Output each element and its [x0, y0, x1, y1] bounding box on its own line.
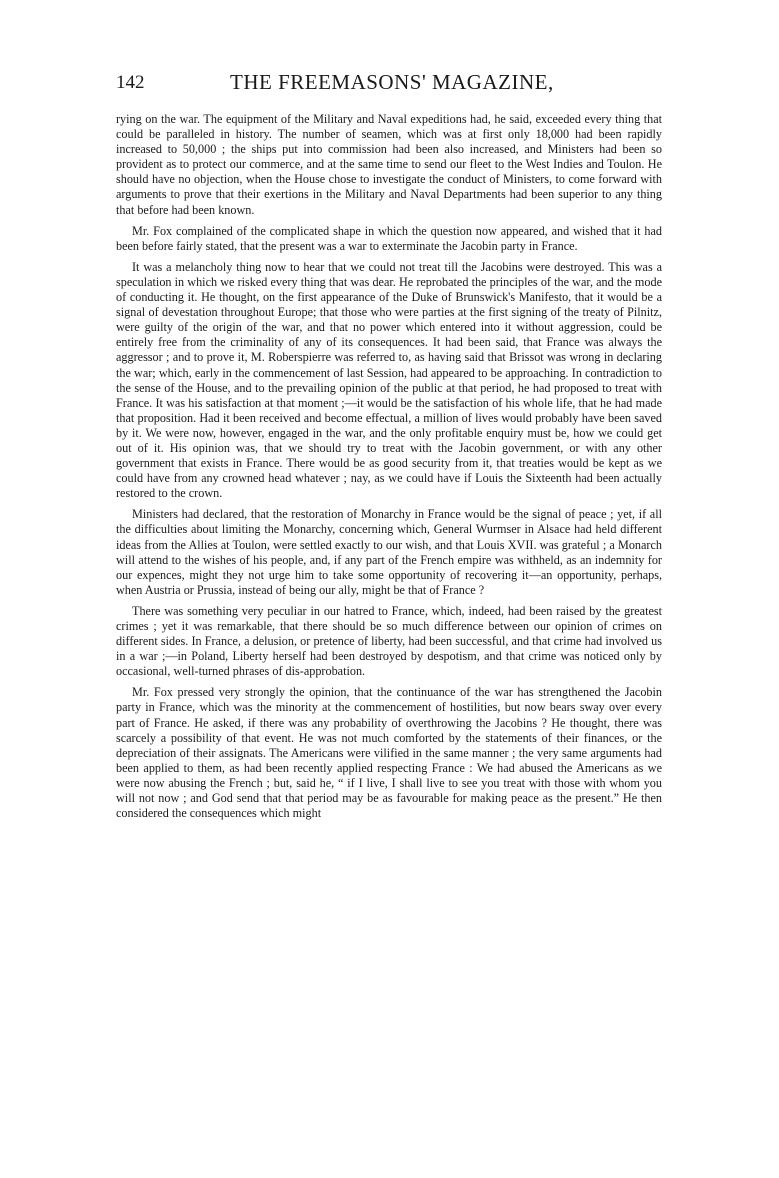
paragraph: Mr. Fox complained of the complicated shape in which the question now appeared, and wished that it had been before fairly stated, that the present was a war to exterminate the Jacobin party in France.: [116, 223, 662, 253]
page-header: [116, 72, 662, 112]
paragraph: It was a melancholy thing now to hear that we could not treat till the Jacobins were destroyed. This was a speculation in which we risked every thing that was dear. He reprobated the principles of the war, and the mode of conducting it. He thought, on the first appearance of the Duke of Brunswick's Manifesto, that it would be a signal of devestation throughout Europe; that those who were parties at the first signing of the treaty of Pilnitz, were guilty of the origin of the war, and that no power which entered into it without aggression, could be entirely free from the criminality of any of its consequences. It had been said, that France was always the aggressor ; and to prove it, M. Roberspierre was referred to, as having said that Brissot was wrong in declaring the war; which, early in the commencement of last Session, had appeared to be approaching. In contradiction to the sense of the House, and to the prevailing opinion of the public at that period, he had proposed to treat with France. It was his satisfaction at that moment ;—it would be the satisfaction of his whole life, that he had made that proposition. Had it been received and become effectual, a million of lives would probably have been saved by it. We were now, however, engaged in the war, and the only profitable enquiry must be, how we could get out of it. His opinion was, that we should try to treat with the Jacobin government, or with any other government that exists in France. There would be as good security from it, that treaties would be kept as we could have from any crowned head whatever ; nay, as we could have if Louis the Sixteenth had been actually restored to the crown.: [116, 259, 662, 501]
article-body: [116, 112, 662, 821]
page-number: 142: [116, 72, 145, 93]
paragraph: There was something very peculiar in our hatred to France, which, indeed, had been raised by the greatest crimes ; yet it was remarkable, that there should be so much difference between our opinion of crimes on different sides. In France, a delusion, or pretence of liberty, had been successful, and that crime had involved us in a war ;—in Poland, Liberty herself had been destroyed by despotism, and that crime was noticed only by occasional, well-turned phrases of dis-approbation.: [116, 603, 662, 679]
running-title: THE FREEMASONS' MAGAZINE,: [230, 70, 554, 94]
paragraph: rying on the war. The equipment of the Military and Naval expeditions had, he said, exceeded every thing that could be paralleled in history. The number of seamen, which was at first only 18,000 had been rapidly increased to 50,000 ; the ships put into commission had been also increased, and Ministers had been so provident as to protect our commerce, and at the same time to send our fleet to the West Indies and Toulon. He should have no objection, when the House chose to investigate the conduct of Ministers, to come forward with arguments to prove that their exertions in the Military and Naval Departments had been superior to any thing that before had been known.: [116, 112, 662, 217]
paragraph: Mr. Fox pressed very strongly the opinion, that the continuance of the war has strengthened the Jacobin party in France, which was the minority at the commencement of hostilities, but now bears sway over every part of France. He asked, if there was any probability of overthrowing the Jacobins ? He thought, there was scarcely a possibility of that event. He was not much comforted by the statements of their finances, or the depreciation of their assignats. The Americans were vilified in the same manner ; the very same arguments had been applied to them, as had been recently applied respecting France : We had abused the Americans as we were now abusing the French ; but, said he, “ if I live, I shall live to see you treat with those with whom you will not now ; and God send that that period may be as favourable for making peace as the present.” He then considered the consequences which might: [116, 685, 662, 821]
document-page: [116, 72, 662, 827]
paragraph: Ministers had declared, that the restoration of Monarchy in France would be the signal of peace ; yet, if all the difficulties about limiting the Monarchy, concerning which, General Wurmser in Alsace had held different ideas from the Allies at Toulon, were settled exactly to our wish, and that Louis XVII. was grateful ; a Monarch will attend to the wishes of his people, and, if any part of the French empire was withheld, as an indemnity for our expences, might they not urge him to take some opportunity of recovering it—an opportunity, perhaps, when Austria or Prussia, instead of being our ally, might be that of France ?: [116, 507, 662, 597]
